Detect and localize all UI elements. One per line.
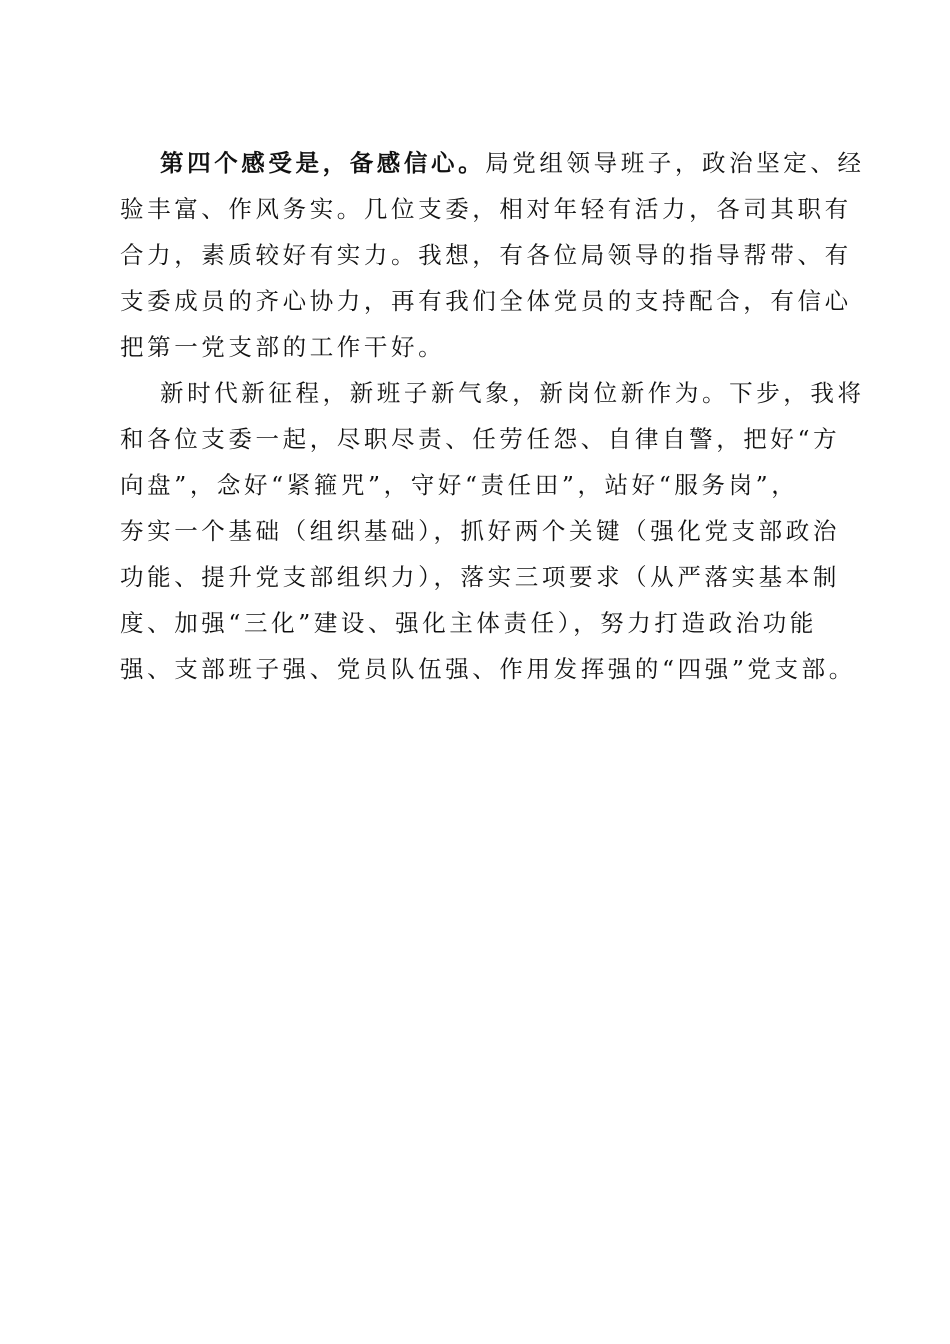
paragraph-line: 向盘”，念好“紧箍咒”，守好“责任田”，站好“服务岗”， <box>120 471 799 499</box>
paragraph-line: 强、支部班子强、党员队伍强、作用发挥强的“四强”党支部。 <box>120 655 856 683</box>
paragraph-confidence <box>120 140 865 370</box>
paragraph-line <box>120 140 865 186</box>
paragraph-line: 功能、提升党支部组织力），落实三项要求（从严落实基本制 <box>120 563 840 591</box>
paragraph-line: 把第一党支部的工作干好。 <box>120 333 446 361</box>
paragraph-line: 度、加强“三化”建设、强化主体责任），努力打造政治功能 <box>120 609 817 637</box>
paragraph-line: 支委成员的齐心协力，再有我们全体党员的支持配合，有信心 <box>120 287 852 315</box>
paragraph-lead: 第四个感受是，备感信心。 <box>160 149 486 177</box>
paragraph-line: 合力，素质较好有实力。我想，有各位局领导的指导帮带、有 <box>120 241 852 269</box>
paragraph-line: 夯实一个基础（组织基础），抓好两个关键（强化党支部政治 <box>120 517 840 545</box>
paragraph-line: 新时代新征程，新班子新气象，新岗位新作为。下步，我将 <box>160 379 865 407</box>
paragraph-text: 局党组领导班子，政治坚定、经 <box>485 149 865 177</box>
paragraph-line: 验丰富、作风务实。几位支委，相对年轻有活力，各司其职有 <box>120 195 852 223</box>
paragraph-new-era <box>120 370 865 692</box>
document-body <box>120 140 865 692</box>
paragraph-line: 和各位支委一起，尽职尽责、任劳任怨、自律自警，把好“方 <box>120 425 841 453</box>
